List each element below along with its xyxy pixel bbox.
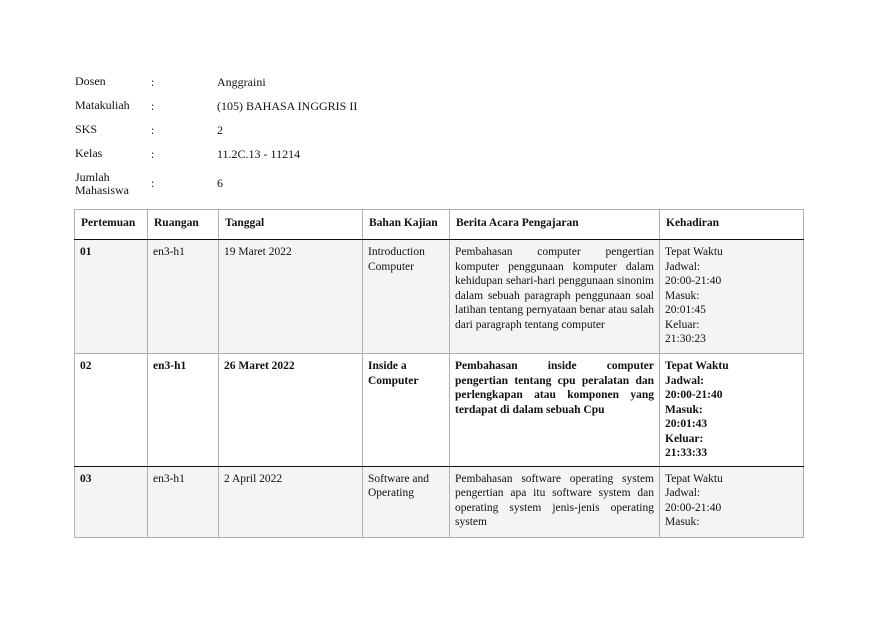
header-ruangan: Ruangan (148, 210, 219, 240)
colon: : (151, 123, 155, 137)
kehadiran-masuk: 20:01:43 (665, 418, 708, 430)
colon: : (151, 147, 155, 161)
kehadiran-keluar: 21:33:33 (665, 447, 708, 459)
kehadiran-jadwal-label: Jadwal: (665, 487, 701, 499)
kehadiran-cell (660, 354, 804, 467)
tanggal-cell: 2 April 2022 (219, 466, 363, 537)
tanggal-cell: 19 Maret 2022 (219, 240, 363, 354)
kelas-label: Kelas (75, 146, 103, 160)
kehadiran-masuk: 20:01:45 (665, 304, 706, 316)
jumlah-label: Jumlah Mahasiswa (75, 170, 129, 197)
table-row (75, 354, 804, 467)
tanggal-cell: 26 Maret 2022 (219, 354, 363, 467)
kelas-value: 11.2C.13 - 11214 (217, 147, 301, 161)
berita-cell: Pembahasan computer pengertian komputer penggunaan komputer dalam kehidupan sehari-hari penggunaan sinonim dalam sebuah paragraph penggunaan soal latihan tentang pernyataan benar atau salah dari paragraph tentang computer (450, 240, 660, 354)
table-row (75, 240, 804, 354)
kehadiran-masuk-label: Masuk: (665, 403, 703, 416)
colon: : (151, 176, 155, 190)
header-kehadiran: Kehadiran (660, 210, 804, 240)
bahan-cell: Introduction Computer (363, 240, 450, 354)
header-tanggal: Tanggal (219, 210, 363, 240)
kehadiran-keluar-label: Keluar: (665, 318, 700, 331)
kehadiran-masuk-label: Masuk: (665, 289, 700, 302)
pertemuan-cell: 03 (75, 466, 148, 537)
bahan-cell: Software and Operating (363, 466, 450, 537)
header-bahan-kajian: Bahan Kajian (363, 210, 450, 240)
kehadiran-cell (660, 240, 804, 354)
table-row (75, 466, 804, 537)
kehadiran-status: Tepat Waktu (665, 360, 729, 372)
colon: : (151, 99, 155, 113)
header-pertemuan: Pertemuan (75, 210, 148, 240)
kehadiran-jadwal-label: Jadwal: (665, 260, 701, 273)
kehadiran-jadwal: 20:00-21:40 (665, 501, 722, 514)
kehadiran-cell (660, 466, 804, 537)
pertemuan-cell: 02 (75, 354, 148, 467)
berita-cell: Pembahasan software operating system pengertian apa itu software system dan operating system jenis-jenis operating system (450, 466, 660, 537)
schedule-table (74, 209, 804, 538)
berita-cell: Pembahasan inside computer pengertian tentang cpu peralatan dan perlengkapan atau komponen yang terdapat di dalam sebuah Cpu (450, 354, 660, 467)
pertemuan-cell: 01 (75, 240, 148, 354)
table-header-row (75, 210, 804, 240)
ruangan-cell: en3-h1 (148, 466, 219, 537)
kehadiran-jadwal-label: Jadwal: (665, 374, 704, 387)
sks-label: SKS (75, 122, 98, 136)
kehadiran-masuk-label: Masuk: (665, 516, 700, 528)
dosen-label: Dosen (75, 74, 106, 88)
bahan-cell: Inside a Computer (363, 354, 450, 467)
sks-value: 2 (217, 123, 223, 137)
kehadiran-jadwal: 20:00-21:40 (665, 275, 722, 287)
header-berita-acara: Berita Acara Pengajaran (450, 210, 660, 240)
kehadiran-keluar-label: Keluar: (665, 432, 704, 445)
dosen-value: Anggraini (217, 75, 266, 89)
matakuliah-label: Matakuliah (75, 98, 130, 112)
kehadiran-status: Tepat Waktu (665, 246, 723, 258)
kehadiran-jadwal: 20:00-21:40 (665, 389, 723, 401)
kehadiran-status: Tepat Waktu (665, 472, 723, 485)
kehadiran-keluar: 21:30:23 (665, 333, 706, 345)
ruangan-cell: en3-h1 (148, 240, 219, 354)
matakuliah-value: (105) BAHASA INGGRIS II (217, 99, 358, 113)
colon: : (151, 75, 155, 89)
ruangan-cell: en3-h1 (148, 354, 219, 467)
jumlah-value: 6 (217, 176, 223, 190)
